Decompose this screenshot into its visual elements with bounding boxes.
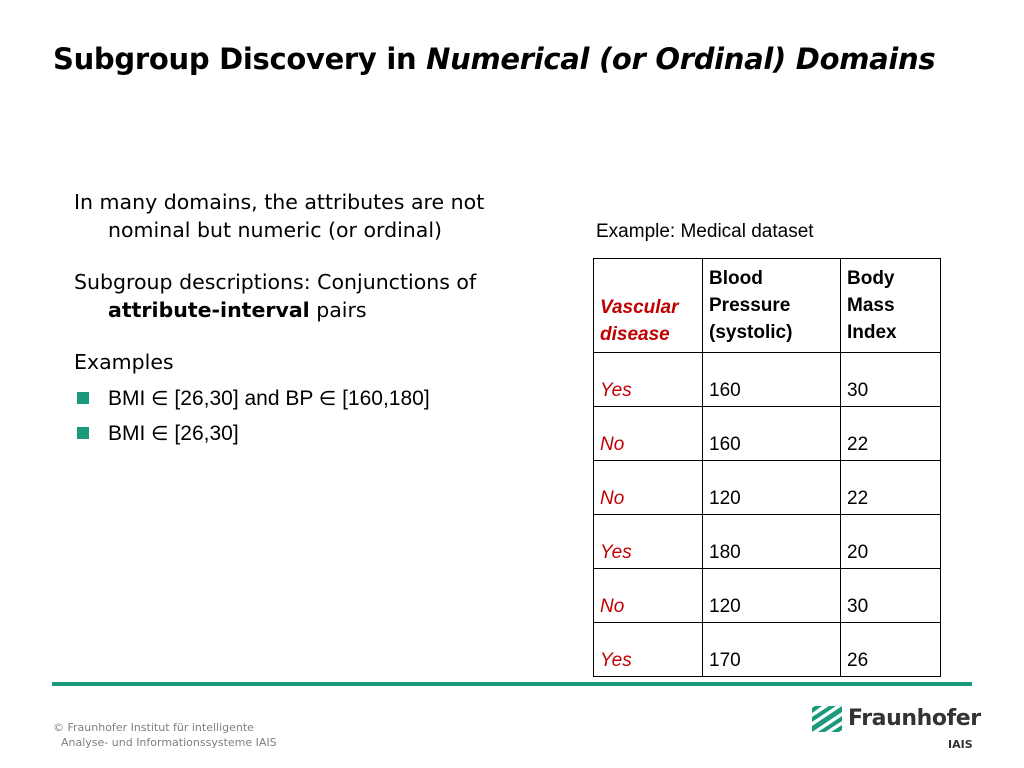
para2-text: Subgroup descriptions: Conjunctions of: [74, 270, 477, 294]
bullet-square-icon: [77, 392, 89, 404]
table-row: [594, 515, 941, 569]
cell-vascular: Yes: [594, 353, 703, 407]
header-body-mass-index: [841, 259, 941, 353]
cell-bmi: 22: [841, 461, 941, 515]
cell-bmi: 30: [841, 569, 941, 623]
cell-vascular: No: [594, 461, 703, 515]
header-line: disease: [600, 324, 670, 345]
cell-vascular: No: [594, 407, 703, 461]
table-caption: Example: Medical dataset: [596, 221, 814, 242]
header-blood-pressure: [703, 259, 841, 353]
fraunhofer-stripes-icon: [812, 706, 842, 732]
header-vascular-disease: [594, 259, 703, 353]
examples-heading: Examples: [74, 350, 174, 374]
bullet-text: BMI: [108, 387, 152, 410]
header-line: Body: [847, 268, 895, 289]
footer-line: Analyse- und Informationssysteme IAIS: [61, 736, 277, 749]
bullet-square-icon: [77, 427, 89, 439]
copyright-footer: [53, 720, 277, 750]
cell-bmi: 26: [841, 623, 941, 677]
slide-title: [53, 42, 935, 76]
header-line: (systolic): [709, 322, 793, 343]
bullet-text: BMI: [108, 422, 152, 445]
bullet-text: [26,30]: [168, 422, 239, 445]
footer-line: © Fraunhofer Institut für intelligente: [53, 721, 254, 734]
paragraph-attributes: In many domains, the attributes are not nominal but numeric (or ordinal): [74, 190, 485, 242]
cell-vascular: Yes: [594, 623, 703, 677]
bullet-text: [160,180]: [336, 387, 430, 410]
element-of-symbol: ∈: [151, 421, 169, 445]
table-row: [594, 623, 941, 677]
table-header-row: [594, 259, 941, 353]
header-line: Blood: [709, 268, 763, 289]
bullet-item: [74, 419, 564, 448]
bullet-text: [26,30] and BP: [168, 387, 319, 410]
cell-vascular: No: [594, 569, 703, 623]
footer-divider: [52, 682, 972, 686]
slide-body: [74, 188, 564, 448]
header-line: Mass: [847, 295, 895, 316]
cell-bmi: 20: [841, 515, 941, 569]
para2-bold: attribute-interval: [108, 298, 310, 322]
para2-tail: pairs: [309, 298, 367, 322]
table-row: [594, 569, 941, 623]
logo-subtitle: IAIS: [948, 738, 973, 751]
header-line: Pressure: [709, 295, 791, 316]
cell-bp: 120: [703, 461, 841, 515]
logo-wordmark: Fraunhofer: [848, 706, 981, 731]
title-italic: Numerical (or Ordinal) Domains: [426, 42, 936, 76]
cell-bmi: 22: [841, 407, 941, 461]
cell-bmi: 30: [841, 353, 941, 407]
table-row: [594, 407, 941, 461]
cell-bp: 170: [703, 623, 841, 677]
fraunhofer-logo: [812, 706, 981, 756]
paragraph-descriptions: [74, 268, 564, 324]
header-line: Index: [847, 322, 897, 343]
title-plain: Subgroup Discovery in: [53, 42, 427, 76]
table-row: [594, 461, 941, 515]
cell-bp: 160: [703, 353, 841, 407]
cell-vascular: Yes: [594, 515, 703, 569]
table-row: [594, 353, 941, 407]
cell-bp: 160: [703, 407, 841, 461]
cell-bp: 180: [703, 515, 841, 569]
bullet-item: [74, 384, 564, 413]
element-of-symbol: ∈: [318, 386, 337, 410]
cell-bp: 120: [703, 569, 841, 623]
medical-dataset-table: [593, 258, 941, 677]
header-line: Vascular: [600, 297, 679, 318]
element-of-symbol: ∈: [151, 386, 169, 410]
